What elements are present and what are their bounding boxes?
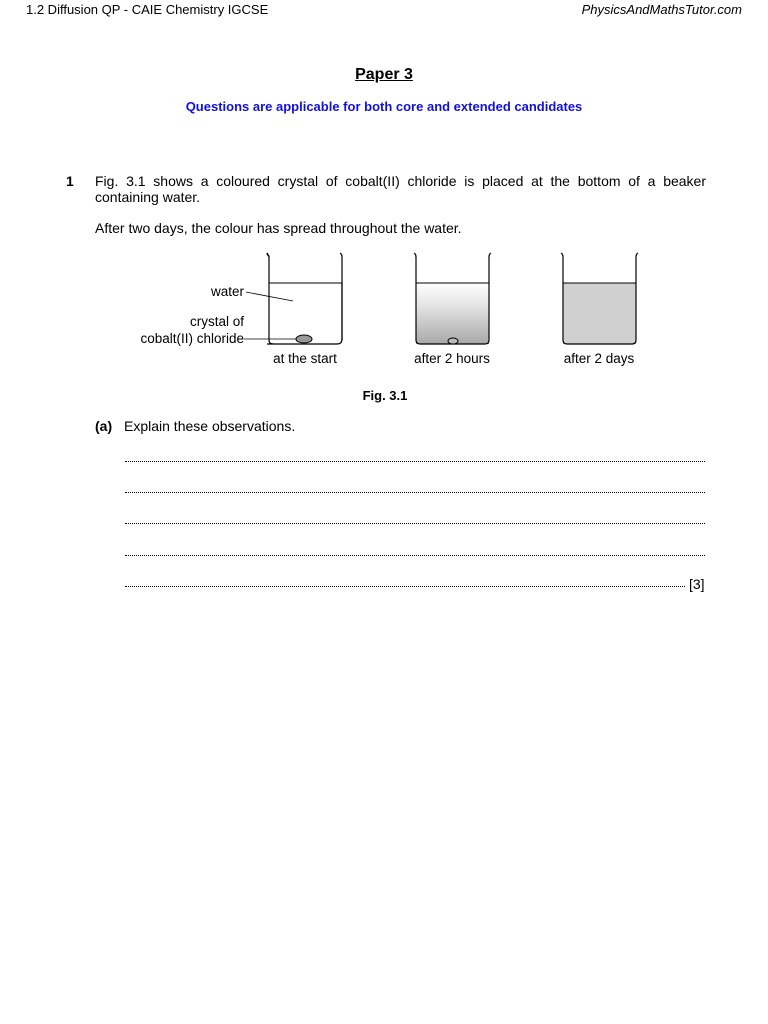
answer-line[interactable] [125,555,705,556]
label-water: water [210,284,244,299]
question-number: 1 [66,173,74,189]
beaker-diagram [120,248,650,373]
part-a-label: (a) [95,418,113,434]
beaker-2-hours [414,253,491,344]
answer-line[interactable] [125,523,705,524]
answer-line[interactable] [125,461,705,462]
page-header-right: PhysicsAndMathsTutor.com [581,2,742,17]
question-text-2: After two days, the colour has spread throughout the water. [95,220,462,236]
label-crystal-line1: crystal of [189,314,244,329]
label-crystal-line2: cobalt(II) chloride [140,331,244,346]
marks-allocation: [3] [689,576,705,592]
beaker-2-days [561,253,638,344]
crystal [296,335,312,343]
crystal [448,338,458,344]
candidates-note: Questions are applicable for both core and extended candidates [185,99,583,114]
paper-title: Paper 3 [355,66,413,83]
page-header-left: 1.2 Diffusion QP - CAIE Chemistry IGCSE [26,2,269,17]
answer-line[interactable] [125,492,705,493]
answer-line[interactable] [125,586,685,587]
caption-start: at the start [273,351,337,366]
caption-2-days: after 2 days [563,351,635,366]
caption-2-hours: after 2 hours [414,351,490,366]
question-text: Fig. 3.1 shows a coloured crystal of cobalt(II) chloride is placed at the bottom of a beaker containing water. [95,173,706,205]
figure-caption: Fig. 3.1 [362,388,408,403]
part-a-text: Explain these observations. [124,418,296,434]
